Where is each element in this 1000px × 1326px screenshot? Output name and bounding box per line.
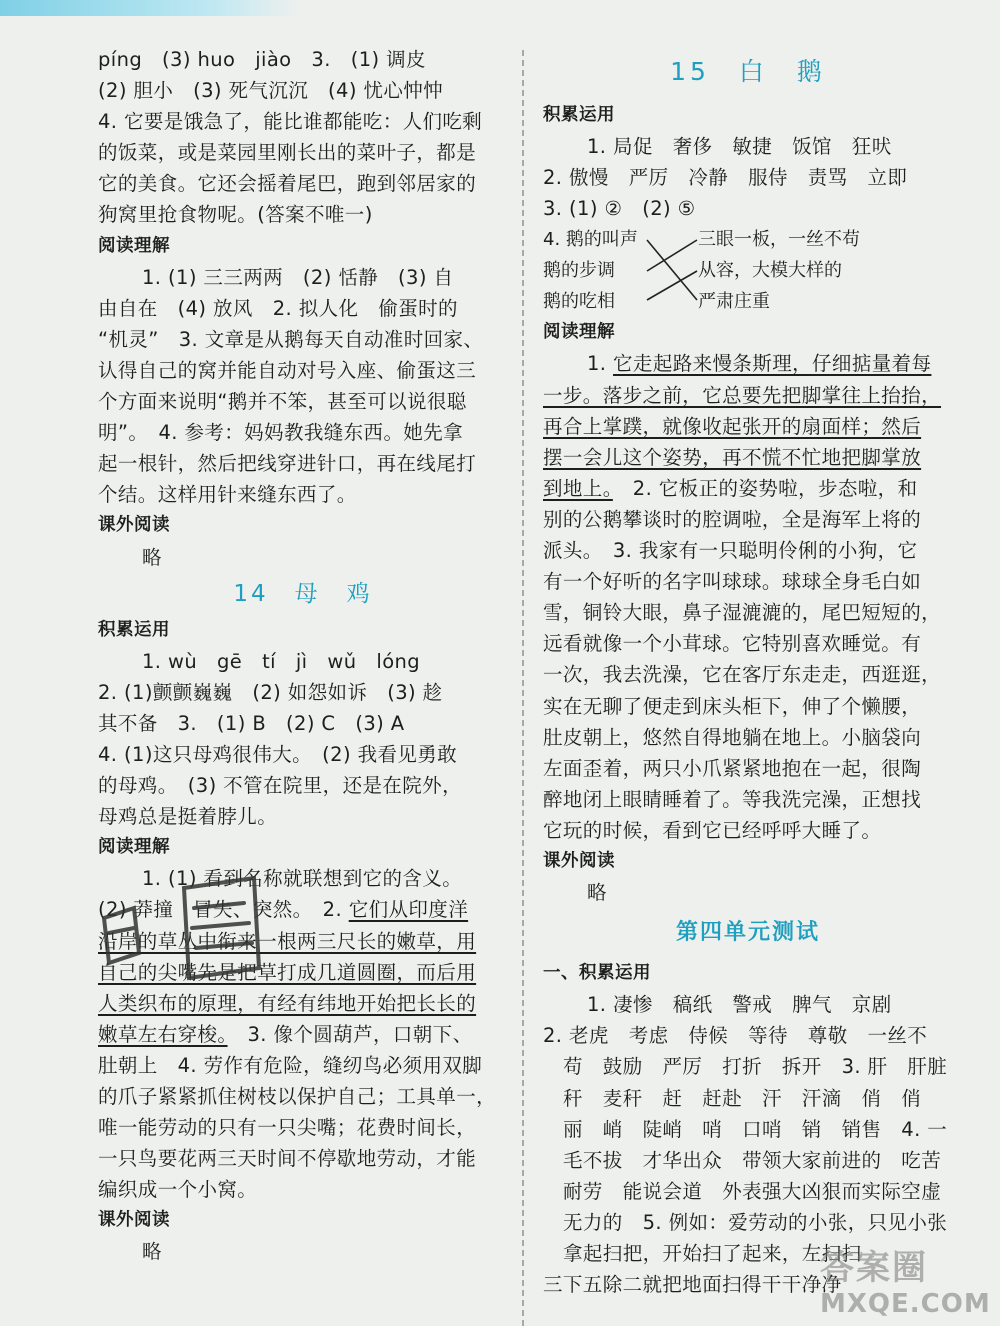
- answer-line: (2) 莽撞 冒失、突然。 2. 它们从印度洋: [98, 898, 469, 922]
- left-column: [98, 44, 508, 1268]
- underlined-answer: 再合上掌蹼，就像收起张开的扇面样；然后: [543, 414, 922, 438]
- section-heading-extra-reading: 课外阅读: [98, 1210, 170, 1231]
- answer-line: 的爪子紧紧抓住树枝以保护自己；工具单一，: [98, 1085, 497, 1108]
- matching-lines: [643, 224, 703, 317]
- column-divider: [522, 50, 524, 1326]
- answer-line: 嫩草左右穿梭。 3. 像个圆葫芦，口朝下、: [98, 1022, 473, 1046]
- match-left-item: 鹅的步调: [543, 260, 615, 282]
- answer-line: 3. (1) ② (2) ⑤: [543, 197, 696, 221]
- answer-line: 个结。这样用针来缝东西了。: [98, 483, 357, 507]
- answer-line: 无力的 5. 例如：爱劳动的小张，只见小张: [563, 1210, 948, 1234]
- answer-line: “机灵” 3. 文章是从鹅每天自动准时回家、: [98, 327, 484, 351]
- match-left-item: 4. 鹅的叫声: [543, 229, 638, 251]
- answer-line: 耐劳 能说会道 外表强大凶狠而实际空虚: [563, 1179, 942, 1203]
- answer-line: 略: [142, 1240, 162, 1264]
- answer-line: 2. 老虎 考虑 侍候 等待 尊敬 一丝不: [543, 1024, 928, 1048]
- answer-line: 醉地闭上眼睛睡着了。等我洗完澡，正想找: [543, 787, 922, 811]
- answer-line: píng (3) huo jiào 3. (1) 调皮: [98, 48, 426, 71]
- answer-line: 起一根针，然后把线穿进针口，再在线尾打: [98, 452, 477, 476]
- match-right-item: 三眼一板，一丝不苟: [698, 229, 860, 251]
- answer-line: 拿起扫把，开始扫了起来，左扫扫: [563, 1242, 862, 1265]
- answer-line: 1. 凄惨 稿纸 警戒 脾气 京剧: [587, 993, 892, 1017]
- answer-line: (2) 胆小 (3) 死气沉沉 (4) 忧心忡忡: [98, 79, 444, 103]
- matching-diagram: [543, 224, 953, 317]
- answer-line: 三下五除二就把地面扫得干干净净: [543, 1273, 842, 1297]
- match-right-item: 从容，大模大样的: [698, 260, 842, 282]
- answer-line: 明”。 4. 参考：妈妈教我缝东西。她先拿: [98, 421, 464, 445]
- answer-line: 的饭菜，或是菜园里刚长出的菜叶子，都是: [98, 141, 477, 165]
- answer-line: 到地上。 2. 它板正的姿势啦，步态啦，和: [543, 476, 918, 500]
- answer-line: 别的公鹅攀谈时的腔调啦，全是海军上将的: [543, 507, 922, 531]
- answer-line: [98, 988, 508, 1019]
- answer-line: 狗窝里抢食物呢。(答案不唯一): [98, 203, 373, 227]
- circled-number: ⑤: [677, 197, 696, 221]
- answer-line: 雪，铜铃大眼，鼻子湿漉漉的，尾巴短短的，: [543, 601, 942, 625]
- underlined-answer: 到地上。: [543, 476, 613, 500]
- answer-line: 秆 麦秆 赶 赶赴 汗 汗滴 俏 俏: [563, 1086, 922, 1110]
- section-heading-extra-reading: 课外阅读: [543, 850, 615, 871]
- answer-line: 肚皮朝上，悠然自得地躺在地上。小脑袋向: [543, 725, 922, 749]
- answer-line: 一次，我去洗澡，它在客厅东走走，西逛逛，: [543, 663, 942, 687]
- answer-line: [543, 380, 953, 411]
- answer-line: [543, 442, 953, 473]
- answer-line: [98, 926, 508, 957]
- answer-line: 2. 傲慢 严厉 冷静 服侍 责骂 立即: [543, 166, 908, 190]
- section-heading-reading: 阅读理解: [98, 235, 170, 256]
- underlined-answer: 沿岸的草丛中衔来一根两三尺长的嫩草，用: [98, 929, 477, 953]
- answer-line: 它的美食。它还会摇着尾巴，跑到邻居家的: [98, 172, 477, 196]
- answer-line: [543, 411, 953, 442]
- answer-line: 左面歪着，两只小爪紧紧地抱在一起，很陶: [543, 756, 922, 780]
- section-heading-extra-reading: 课外阅读: [98, 515, 170, 536]
- answer-line: 由自在 (4) 放风 2. 拟人化 偷蛋时的: [98, 296, 458, 320]
- watermark-text: 答案圈: [820, 1248, 928, 1288]
- answer-line: 1. wù gē tí jì wǔ lóng: [142, 649, 421, 673]
- answer-line: 4. 它要是饿急了，能比谁都能吃：人们吃剩: [98, 110, 483, 134]
- underlined-answer: 它走起路来慢条斯理，仔细掂量着每: [613, 352, 932, 376]
- page-edge-tab: [0, 0, 300, 16]
- lesson-title-15: 15 白 鹅: [670, 57, 826, 86]
- answer-line: 1. 它走起路来慢条斯理，仔细掂量着每: [587, 352, 932, 376]
- section-heading-accumulation: 积累运用: [543, 105, 615, 125]
- underlined-answer: 一步。落步之前，它总要先把脚掌往上抬抬，: [543, 383, 942, 407]
- unit-test-title: 第四单元测试: [675, 920, 820, 946]
- right-column: [543, 44, 953, 1300]
- watermark-url: MXQE.COM: [820, 1289, 991, 1319]
- match-left-item: 鹅的吃相: [543, 291, 615, 313]
- answer-line: 4. (1)这只母鸡很伟大。 (2) 我看见勇敢: [98, 742, 458, 766]
- answer-line: 它玩的时候，看到它已经呼呼大睡了。: [543, 818, 882, 842]
- underlined-answer: 自己的尖嘴先是把草打成几道圆圈，而后用: [98, 960, 477, 984]
- answer-line: 实在无聊了便走到床头柜下，伸了个懒腰，: [543, 694, 922, 718]
- section-heading-reading: 阅读理解: [98, 837, 170, 858]
- underlined-answer: 人类织布的原理，有经有纬地开始把长长的: [98, 991, 477, 1015]
- answer-line: 其不备 3. (1) B (2) C (3) A: [98, 711, 405, 735]
- answer-line: 1. 局促 奢侈 敏捷 饭馆 狂吠: [587, 135, 892, 159]
- answer-line: 认得自己的窝并能自动对号入座、偷蛋这三: [98, 358, 477, 382]
- answer-line: 个方面来说明“鹅并不笨，甚至可以说很聪: [98, 390, 467, 414]
- answer-line: 1. (1) 看到名称就联想到它的含义。: [142, 867, 463, 891]
- underlined-answer: 它们从印度洋: [348, 898, 469, 922]
- answer-line: 有一个好听的名字叫球球。球球全身毛白如: [543, 570, 922, 594]
- answer-line: 略: [587, 881, 607, 905]
- answer-line: 2. (1)颤颤巍巍 (2) 如怨如诉 (3) 趁: [98, 680, 443, 704]
- answer-line: 编织成一个小窝。: [98, 1178, 258, 1202]
- answer-line: 派头。 3. 我家有一只聪明伶俐的小狗，它: [543, 539, 918, 563]
- section-heading-reading: 阅读理解: [543, 322, 615, 343]
- answer-line: 唯一能劳动的只有一只尖嘴；花费时间长，: [98, 1116, 477, 1140]
- section-heading-unit-accumulation: 一、积累运用: [543, 963, 651, 984]
- underlined-answer: 摆一会儿这个姿势，再不慌不忙地把脚掌放: [543, 445, 922, 469]
- lesson-title-14: 14 母 鸡: [233, 580, 373, 607]
- answer-line: 略: [142, 545, 162, 569]
- answer-line: 一只鸟要花两三天时间不停歇地劳动，才能: [98, 1147, 477, 1171]
- answer-line: 远看就像一个小茸球。它特别喜欢睡觉。有: [543, 632, 922, 656]
- answer-line: [98, 957, 508, 988]
- circled-number: ②: [604, 197, 623, 221]
- answer-line: 母鸡总是挺着脖儿。: [98, 805, 278, 829]
- answer-line: 苟 鼓励 严厉 打折 拆开 3. 肝 肝脏: [563, 1055, 948, 1079]
- answer-line: 肚朝上 4. 劳作有危险，缝纫鸟必须用双脚: [98, 1053, 483, 1077]
- answer-line: 1. (1) 三三两两 (2) 恬静 (3) 自: [142, 265, 454, 289]
- answer-line: 的母鸡。 (3) 不管在院里，还是在院外，: [98, 774, 462, 798]
- section-heading-accumulation: 积累运用: [98, 619, 170, 640]
- answer-line: 丽 峭 陡峭 哨 口哨 销 销售 4. 一: [563, 1117, 948, 1141]
- answer-line: 毛不拔 才华出众 带领大家前进的 吃苦: [563, 1148, 942, 1172]
- underlined-answer: 嫩草左右穿梭。: [98, 1022, 228, 1046]
- match-right-item: 严肃庄重: [698, 291, 770, 313]
